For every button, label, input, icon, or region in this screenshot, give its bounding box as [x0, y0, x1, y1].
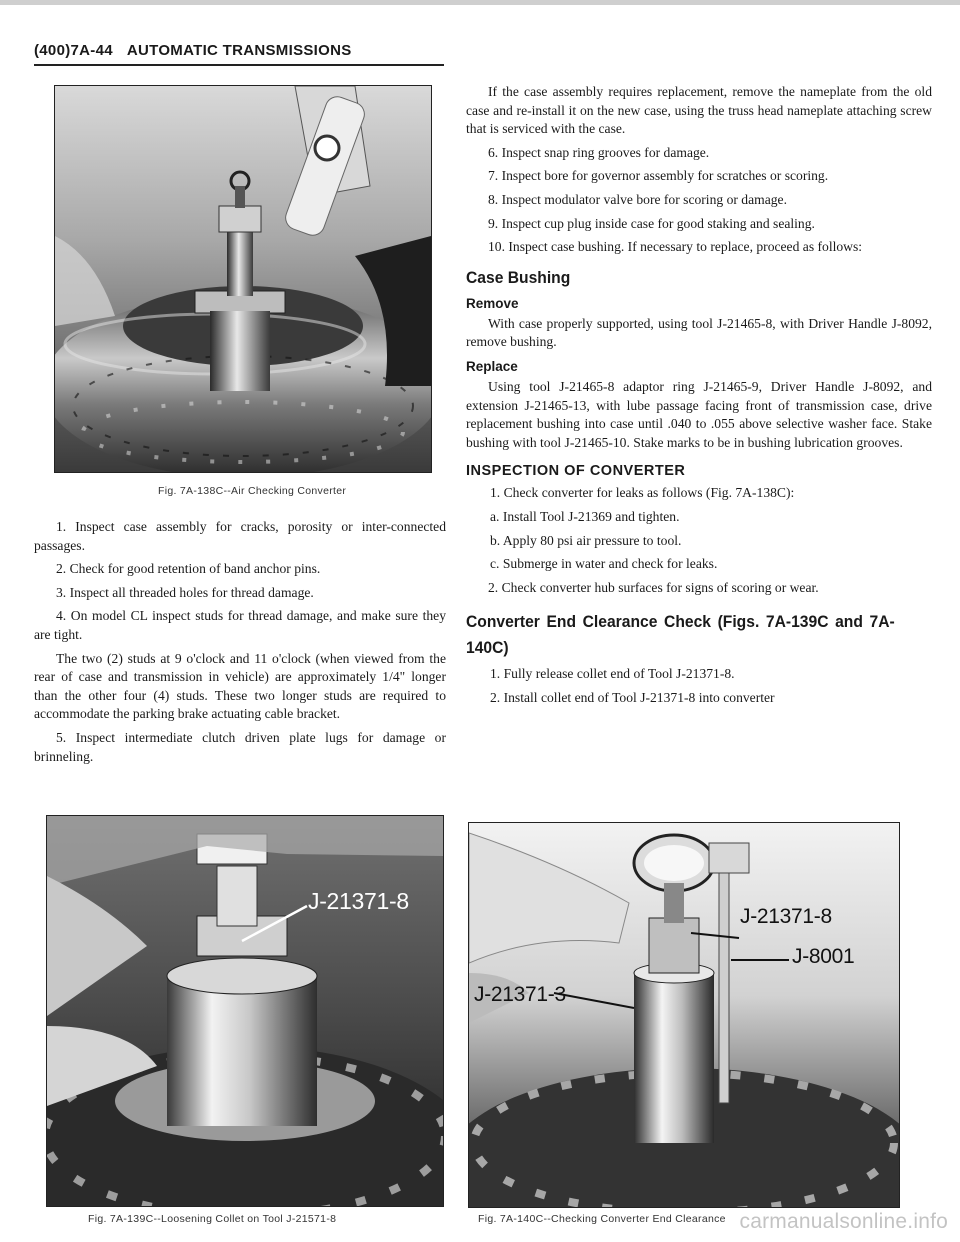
- left-item-5: 5. Inspect intermediate clutch driven plate lugs for damage or brinneling.: [34, 729, 446, 764]
- heading-case-bushing: Case Bushing: [466, 267, 571, 287]
- inspection-item-1a: a. Install Tool J-21369 and tighten.: [490, 508, 680, 524]
- caption-fig-139c: Fig. 7A-139C--Loosening Collet on Tool J-21571-8: [88, 1213, 337, 1225]
- heading-end-clearance-check: Converter End Clearance Check (Figs. 7A-139C and 7A-140C): [466, 612, 895, 658]
- remove-text: With case properly supported, using tool J-21465-8, with Driver Handle J-8092, remove bushing.: [466, 315, 932, 350]
- right-intro: If the case assembly requires replacement, remove the nameplate from the old case and re-install it on the new case, using the truss head nameplate attaching screw that is serviced with the case.: [466, 84, 932, 137]
- left-item-1: 1. Inspect case assembly for cracks, porosity or inter-connected passages.: [34, 519, 446, 553]
- callout-j21371-8-fig139: J-21371-8: [308, 888, 409, 914]
- page-header: [34, 42, 444, 64]
- left-item-2: 2. Check for good retention of band anchor pins.: [56, 561, 321, 577]
- figure-checking-end-clearance: [468, 822, 900, 1208]
- caption-fig-140c: Fig. 7A-140C--Checking Converter End Clearance: [478, 1213, 726, 1225]
- callout-j21371-8-fig140: J-21371-8: [740, 905, 832, 928]
- inspection-item-2: 2. Check converter hub surfaces for signs of scoring or wear.: [488, 579, 819, 595]
- heading-replace: Replace: [466, 358, 518, 374]
- callout-j21371-3: J-21371-3: [474, 983, 566, 1006]
- end-clearance-item-2: 2. Install collet end of Tool J-21371-8 into converter: [490, 689, 775, 705]
- top-edge-shade: [0, 0, 960, 5]
- collet-photo: [47, 816, 443, 1206]
- header-rule: [34, 64, 444, 66]
- figure-air-checking-converter: [54, 85, 432, 473]
- left-text-column: [34, 518, 446, 771]
- heading-inspection-of-converter: INSPECTION OF CONVERTER: [466, 463, 686, 480]
- callout-j8001: J-8001: [792, 945, 855, 968]
- left-note-studs: The two (2) studs at 9 o'clock and 11 o'clock (when viewed from the rear of case and transmission in vehicle) are approximately 1/4" longer than the other four (4) studs. These two longer studs are required to accommodate the parking brake actuating cable bracket.: [34, 650, 446, 722]
- caption-fig-138c: Fig. 7A-138C--Air Checking Converter: [158, 485, 347, 497]
- left-item-3: 3. Inspect all threaded holes for thread damage.: [56, 584, 314, 600]
- heading-remove: Remove: [466, 295, 519, 311]
- replace-text: Using tool J-21465-8 adaptor ring J-21465-9, Driver Handle J-8092, and extension J-21465-13, with lube passage facing front of transmission case, drive replacement bushing into case until .040 to .055 above selective washer face. Stake bushing with tool J-21465-10. Stake marks to be in bushing lubrication grooves.: [466, 378, 932, 450]
- page-number: (400)7A-44: [34, 42, 113, 59]
- right-item-10: 10. Inspect case bushing. If necessary to replace, proceed as follows:: [488, 239, 863, 255]
- figure-loosening-collet: [46, 815, 444, 1207]
- right-item-8: 8. Inspect modulator valve bore for scoring or damage.: [488, 191, 787, 207]
- end-clearance-item-1: 1. Fully release collet end of Tool J-21371-8.: [490, 666, 735, 682]
- left-item-4: 4. On model CL inspect studs for thread damage, and make sure they are tight.: [34, 608, 446, 642]
- converter-photo: [55, 86, 431, 472]
- inspection-item-1: 1. Check converter for leaks as follows (Fig. 7A-138C):: [490, 485, 795, 501]
- inspection-item-1b: b. Apply 80 psi air pressure to tool.: [490, 532, 682, 548]
- end-clearance-photo: [469, 823, 899, 1207]
- section-title: AUTOMATIC TRANSMISSIONS: [126, 42, 352, 59]
- right-item-7: 7. Inspect bore for governor assembly for scratches or scoring.: [488, 168, 829, 184]
- inspection-item-1c: c. Submerge in water and check for leaks.: [490, 556, 718, 572]
- right-item-6: 6. Inspect snap ring grooves for damage.: [488, 144, 710, 160]
- right-item-9: 9. Inspect cup plug inside case for good staking and sealing.: [488, 215, 815, 231]
- watermark: carmanualsonline.info: [739, 1210, 948, 1233]
- right-text-column: [466, 83, 932, 712]
